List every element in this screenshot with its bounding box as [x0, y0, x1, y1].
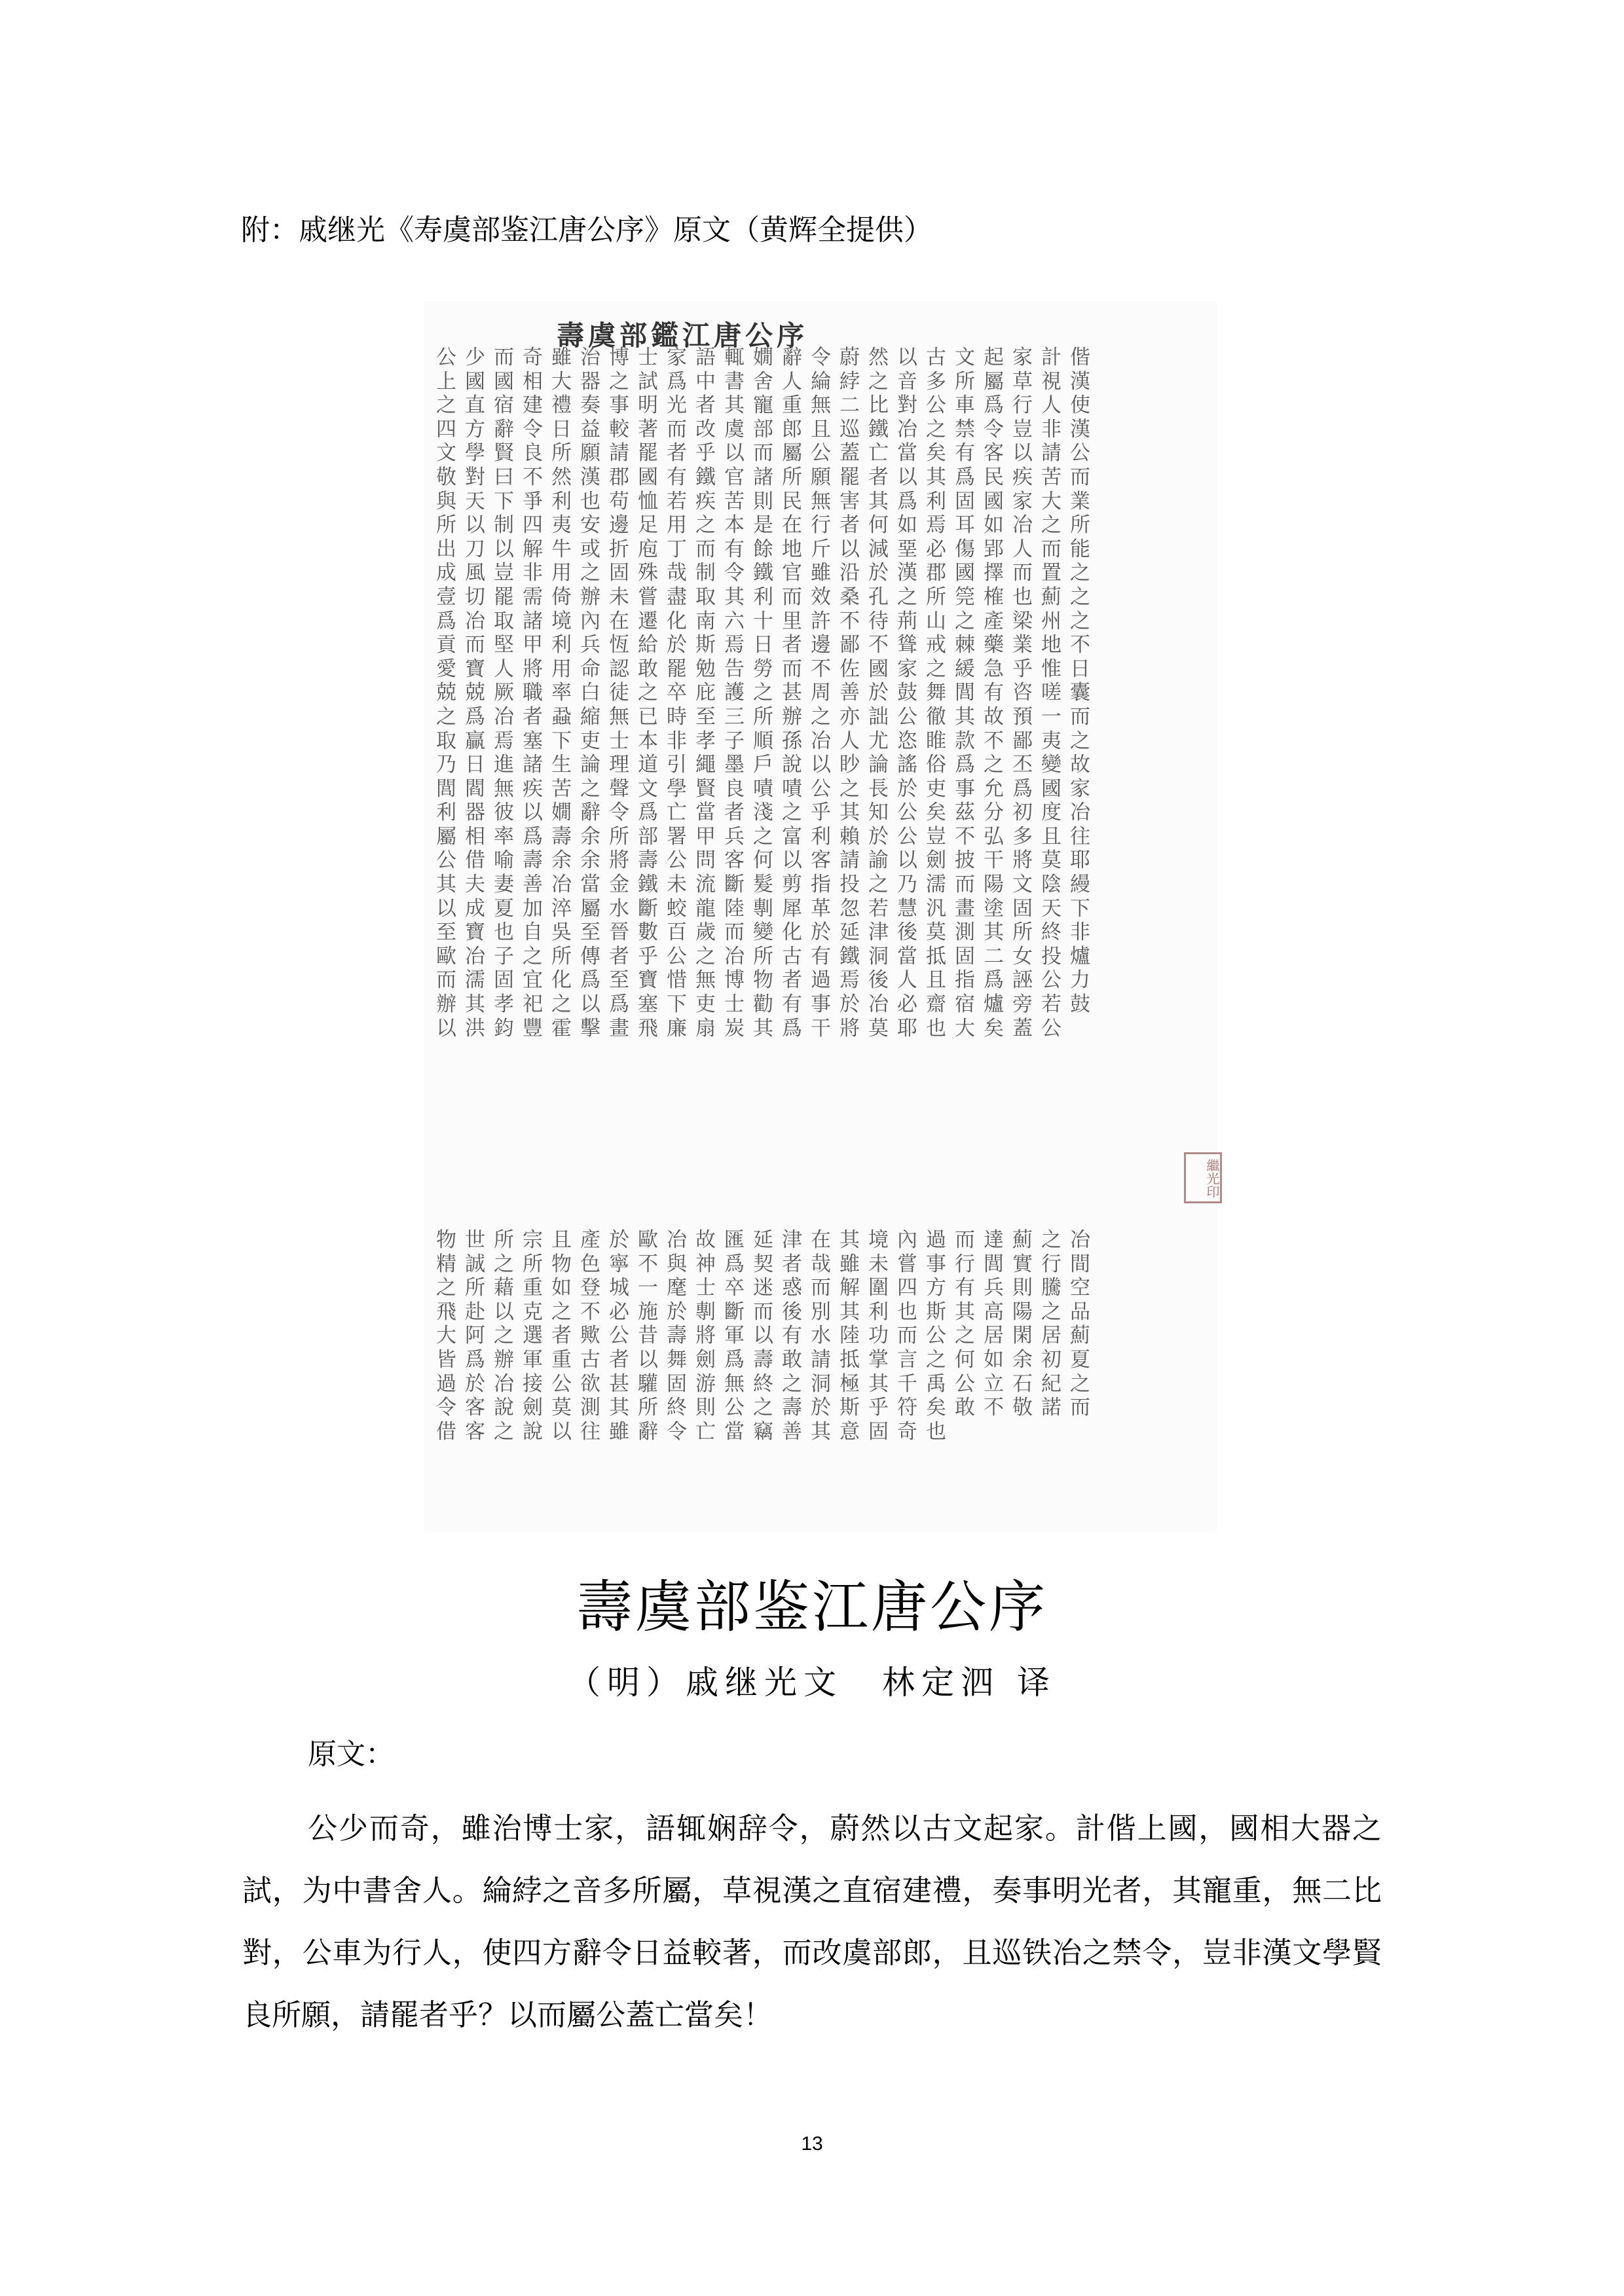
scan-line: 至寶也自吳至晉數百歲而變化於延津後莫測其所終非 — [436, 920, 1099, 945]
scan-line: 公借喻壽余余將壽公問客何以客請諭以劍披干將莫耶 — [436, 848, 1099, 873]
scan-line: 愛寶人將用命認敢罷勉告勞而不佐國家之緩急乎惟日 — [436, 657, 1099, 681]
scan-line: 過於冶接公欲甚驩固游無終之洞極其千禹公立石紀之 — [436, 1372, 1099, 1396]
scan-line: 皆爲辦軍重古者以舞劍爲壽敢請抵掌言之何如余初夏 — [436, 1347, 1099, 1372]
scan-line: 物世所宗且產於歐冶故匯延津在其境內過而達薊之冶 — [436, 1228, 1099, 1252]
image-caption: 附：戚继光《寿虞部鉴江唐公序》原文（黄辉全提供） — [241, 213, 932, 247]
scan-line: 壹切罷需倚辦未嘗盡取其利而效桑孔之所筦榷也薊之 — [436, 585, 1099, 609]
scan-line: 大阿之選者歟公昔壽將軍以有水陸功而公之居閑居薊 — [436, 1324, 1099, 1348]
scan-line: 辦其孝祀之以爲塞下吏士勸有事於冶必齋宿爐旁若鼓 — [436, 993, 1099, 1017]
scan-line: 所以制四夷安邊足用之本是在行者何如焉耳如冶之所 — [436, 513, 1099, 538]
scan-line: 利器彼以嫺辭令爲亡當者淺之乎其知公矣茲分初度冶 — [436, 801, 1099, 825]
scan-line: 敬對曰不然漢郡國有鐵官諸所願罷者以其爲民疾苦而 — [436, 465, 1099, 489]
scan-line: 以成夏加淬屬水斷蛟龍陸剸犀革忽若慧汎畫塗固天下 — [436, 896, 1099, 920]
scan-line: 借客之說以往雖辭令亡當竊善其意固奇也 — [436, 1419, 955, 1444]
scan-line: 兢兢厥職率白徒之卒庇護之甚周善於鼓舞閭有咨嗟囊 — [436, 681, 1099, 705]
scan-line: 之所藉重如登城一麾士卒迷惑而解圍四方有兵則騰空 — [436, 1276, 1099, 1300]
scan-text-block-continued — [436, 1228, 1183, 1444]
scanned-original-text-image — [424, 301, 1220, 1532]
scan-line: 乃日進諸生論理道引繩墨戶說以眇論謠俗爲之丕變故 — [436, 753, 1099, 777]
scan-title: 壽虞部鑑江唐公序 — [557, 319, 809, 352]
scan-line: 爲冶取諸境內在遷化南六十里許不待荊山之產梁州之 — [436, 609, 1099, 633]
document-title: 壽虞部鉴江唐公序 — [576, 1575, 1048, 1640]
scan-line: 歐冶子之所傳者乎公之冶所古有鐵洞當抵固二女投爐 — [436, 944, 1099, 968]
scan-line: 令客說劍莫測其所終則公之壽於斯乎符矣敢不敬諾而 — [436, 1396, 1099, 1420]
scan-line: 上國國相大器之試爲中書舍人綸綍之音多所屬草視漢 — [436, 369, 1099, 393]
scan-line: 與天下爭利也苟恤若疾苦則民無害其爲利固國家大業 — [436, 489, 1099, 513]
scan-line: 公少而奇雖治博士家語輒嫺辭令蔚然以古文起家計偕 — [436, 346, 1099, 369]
scan-line: 而濡固宜化爲至寶惜無博物者過焉後人且指爲誣公力 — [436, 968, 1099, 993]
section-label-original: 原文： — [308, 1738, 394, 1771]
scan-line: 四方辭令日益較著而改虞部郎且巡鐵冶之禁令豈非漢 — [436, 417, 1099, 441]
scan-line: 取贏焉塞下吏士本非孝子順孫冶人尤恣睢款不鄙夷之 — [436, 729, 1099, 753]
seal-stamp: 繼光印 — [1184, 1152, 1222, 1203]
scan-line: 閭閻無疾苦之聲文學賢良嘖嘖公之長於吏事允爲國家 — [436, 776, 1099, 801]
scan-text-block — [436, 346, 1183, 1040]
scan-line: 飛赴以克之不必施於剸斷而後別其利也斯其高陽之品 — [436, 1300, 1099, 1324]
page-number: 13 — [801, 2133, 823, 2155]
author-byline: （明）戚继光文 林定泗 译 — [568, 1664, 1056, 1702]
scan-line: 之爲冶者蝨縮無已時至三所辦之亦詘公徹其故預一而 — [436, 704, 1099, 729]
scan-line: 屬相率爲壽余所部署甲兵之富利賴於公豈不弘多且往 — [436, 824, 1099, 848]
scan-line: 其夫妻善冶當金鐵未流斷髮剪指投之乃濡而陽文陰縵 — [436, 873, 1099, 897]
scan-line: 出刀以解牛或折庖丁而有餘地斤以減堊必傷郢人而能 — [436, 537, 1099, 561]
scan-line: 以洪鈞豐霍擊畫飛廉扇炭其爲干將莫耶也大矣蓋公 — [436, 1016, 1070, 1040]
scan-line: 之直宿建禮奏事明光者其寵重無二比對公車爲行人使 — [436, 393, 1099, 418]
scan-line: 成風豈非用之固殊哉制令鐵官雖沿於漢郡國擇而置之 — [436, 561, 1099, 585]
scan-line: 文學賢良所願請罷者乎以而屬公蓋亡當矣有客以請公 — [436, 441, 1099, 465]
scan-line: 貢而堅甲利兵恆給於斯焉日者邊鄙不聳戒棘藥業地不 — [436, 633, 1099, 657]
original-text-paragraph: 公少而奇，雖治博士家，語辄娴辞令，蔚然以古文起家。計偕上國，國相大器之試，为中書舍人。綸綍之音多所屬，草視漢之直宿建禮，奏事明光者，其寵重，無二比對，公車为行人，使四方辭令日益較著，而改虞部郎，且巡铁冶之禁令，豈非漢文學賢良所願，請罷者乎？以而屬公蓋亡當矣！ — [242, 1811, 1382, 2032]
scan-line: 精誠之所物色寧不與神爲契者哉雖未嘗事行閭實行間 — [436, 1252, 1099, 1276]
